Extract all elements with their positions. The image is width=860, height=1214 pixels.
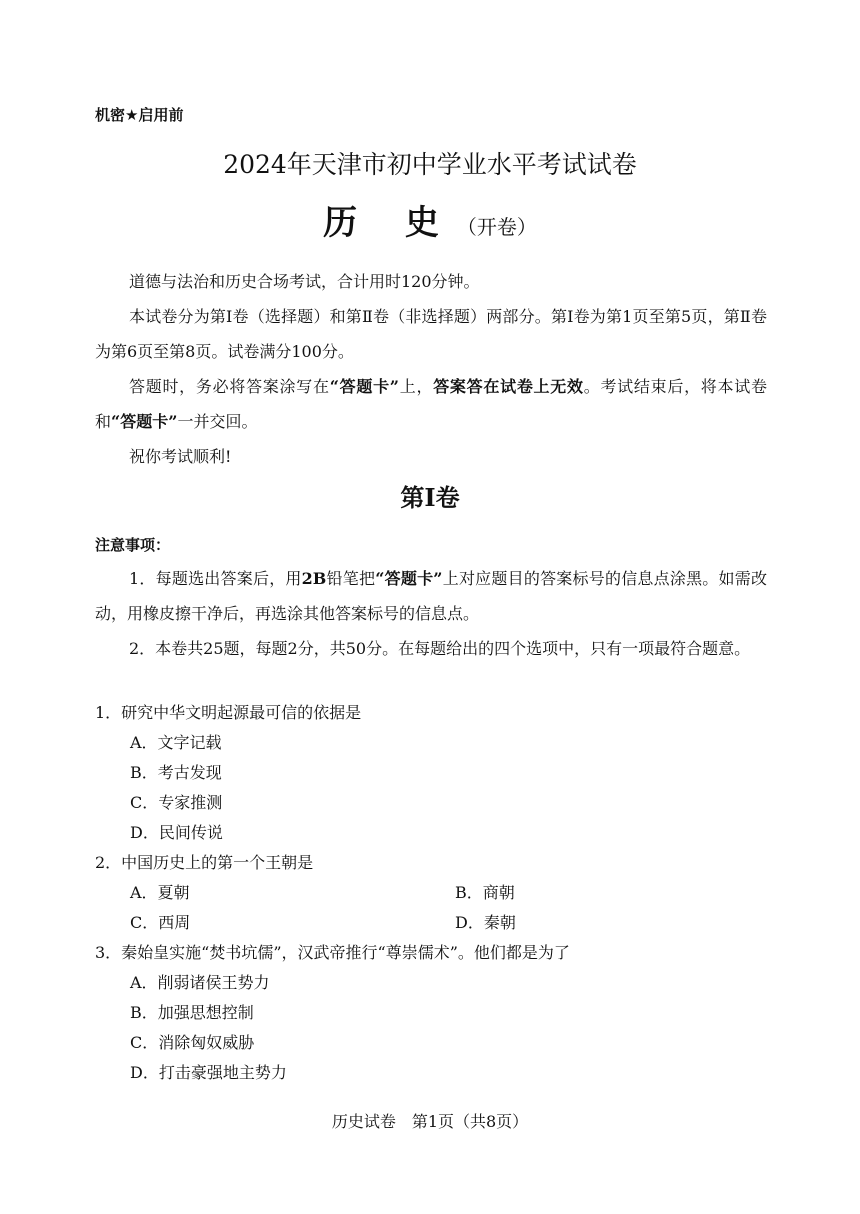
intro-paragraph-4: 祝你考试顺利!	[129, 447, 232, 466]
notice-1-part: 1．每题选出答案后，用	[129, 569, 302, 588]
notice-1-part: 上对应题目的答案标号的信息点涂黑。如需改动，用橡皮擦干净后，再选涂其他答案标号的信息点。	[95, 569, 767, 623]
answer-option: A．夏朝	[130, 883, 190, 902]
answer-option: A．削弱诸侯王势力	[130, 973, 270, 992]
exam-title: 2024年天津市初中学业水平考试试卷	[223, 150, 637, 179]
answer-option: C．消除匈奴威胁	[130, 1033, 255, 1052]
answer-option: D．秦朝	[455, 913, 516, 932]
answer-card-term: “答题卡”	[329, 377, 400, 396]
section-title: 第Ⅰ卷	[400, 483, 460, 512]
intro-p3-part: 。考试结束后，将本试卷和	[95, 377, 767, 431]
page-footer: 历史试卷 第1页（共8页）	[331, 1112, 529, 1131]
notice-1-part: 铅笔把	[326, 569, 376, 588]
answer-option: D．打击豪强地主势力	[130, 1063, 287, 1082]
intro-p3-part: 上，	[399, 377, 434, 396]
intro-paragraph-3	[95, 369, 767, 439]
notice-item-2: 2．本卷共25题，每题2分，共50分。在每题给出的四个选项中，只有一项最符合题意。	[129, 639, 751, 658]
answer-option: D．民间传说	[130, 823, 223, 842]
subject-heading	[0, 195, 860, 244]
answer-option: B．加强思想控制	[130, 1003, 254, 1022]
intro-paragraph-2: 本试卷分为第Ⅰ卷（选择题）和第Ⅱ卷（非选择题）两部分。第Ⅰ卷为第1页至第5页，第Ⅱ卷为第6页至第8页。试卷满分100分。	[95, 307, 767, 361]
notice-heading: 注意事项：	[95, 536, 171, 554]
subject-name: 历 史	[323, 203, 457, 243]
intro-paragraph-1: 道德与法治和历史合场考试，合计用时120分钟。	[129, 272, 480, 291]
answer-card-term: “答题卡”	[375, 569, 443, 588]
intro-p3-part: 一并交回。	[177, 412, 258, 431]
question-stem: 1．研究中华文明起源最可信的依据是	[95, 703, 362, 722]
subject-mode: （开卷）	[456, 215, 537, 239]
intro-p3-part: 答题时，务必将答案涂写在	[129, 377, 330, 396]
pencil-type: 2B	[301, 569, 327, 588]
answer-card-term: “答题卡”	[111, 412, 178, 431]
answer-option: C．西周	[130, 913, 191, 932]
answer-option: B．商朝	[455, 883, 515, 902]
confidential-label: 机密★启用前	[95, 106, 184, 124]
answer-option: A．文字记载	[130, 733, 222, 752]
answer-option: C．专家推测	[130, 793, 223, 812]
question-stem: 3．秦始皇实施“焚书坑儒”，汉武帝推行“尊崇儒术”。他们都是为了	[95, 943, 570, 962]
answer-option: B．考古发现	[130, 763, 222, 782]
question-stem: 2．中国历史上的第一个王朝是	[95, 853, 314, 872]
notice-item-1	[95, 561, 767, 631]
invalid-answer-warning: 答案答在试卷上无效	[433, 377, 584, 396]
